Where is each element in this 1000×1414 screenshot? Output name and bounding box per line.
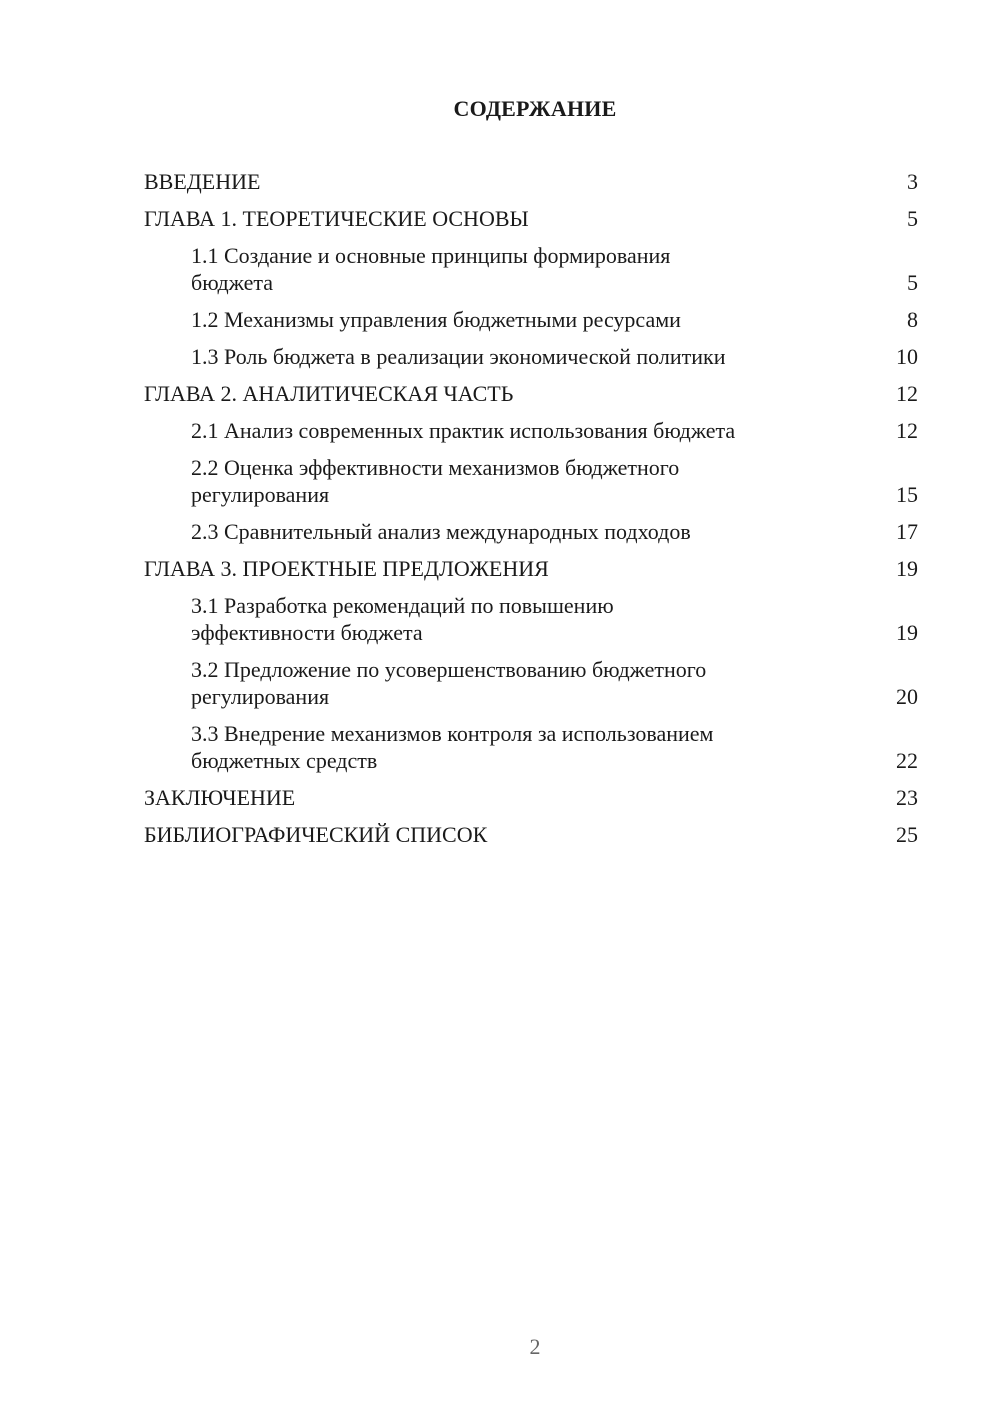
toc-entry-page: 12 xyxy=(896,418,918,443)
toc-entry-page: 19 xyxy=(896,556,918,581)
toc-entry-text: ГЛАВА 1. ТЕОРЕТИЧЕСКИЕ ОСНОВЫ xyxy=(144,206,529,231)
toc-entry-section-2-1[interactable] xyxy=(144,417,918,444)
toc-entry-section-2-3[interactable] xyxy=(144,518,918,545)
toc-entry-page: 5 xyxy=(907,206,918,231)
toc-entry-page: 19 xyxy=(896,620,918,645)
toc-entry-bibliography[interactable] xyxy=(144,821,918,848)
toc-entry-page: 22 xyxy=(896,748,918,773)
toc-entry-text: 1.1 Создание и основные принципы формирования бюджета xyxy=(191,243,671,295)
toc-entry-section-3-3[interactable] xyxy=(144,720,918,774)
toc-entry-page: 3 xyxy=(907,169,918,194)
toc-entry-section-3-1[interactable] xyxy=(144,592,918,646)
toc-entry-chapter-3[interactable] xyxy=(144,555,918,582)
toc-entry-page: 23 xyxy=(896,785,918,810)
toc-entry-page: 5 xyxy=(907,270,918,295)
toc-entry-text: 2.1 Анализ современных практик использования бюджета xyxy=(191,418,736,443)
toc-entry-text: 2.3 Сравнительный анализ международных подходов xyxy=(191,519,691,544)
toc-entry-text: ЗАКЛЮЧЕНИЕ xyxy=(144,785,296,810)
toc-entry-text: 1.3 Роль бюджета в реализации экономической политики xyxy=(191,344,726,369)
toc-entry-text: ГЛАВА 3. ПРОЕКТНЫЕ ПРЕДЛОЖЕНИЯ xyxy=(144,556,549,581)
toc-entry-section-1-1[interactable] xyxy=(144,242,918,296)
toc-entry-page: 17 xyxy=(896,519,918,544)
toc-entry-page: 15 xyxy=(896,482,918,507)
toc-entry-section-1-3[interactable] xyxy=(144,343,918,370)
toc-entry-text: 1.2 Механизмы управления бюджетными ресурсами xyxy=(191,307,681,332)
toc-entry-chapter-2[interactable] xyxy=(144,380,918,407)
toc-entry-chapter-1[interactable] xyxy=(144,205,918,232)
toc-entry-section-1-2[interactable] xyxy=(144,306,918,333)
toc-entry-text: 3.3 Внедрение механизмов контроля за использованием бюджетных средств xyxy=(191,721,714,773)
toc-entry-text: 3.1 Разработка рекомендаций по повышению эффективности бюджета xyxy=(191,593,614,645)
toc-entry-text: ВВЕДЕНИЕ xyxy=(144,169,261,194)
page-number: 2 xyxy=(529,1334,541,1359)
toc-entry-introduction[interactable] xyxy=(144,168,918,195)
toc-entry-conclusion[interactable] xyxy=(144,784,918,811)
table-of-contents xyxy=(144,168,918,858)
toc-entry-text: БИБЛИОГРАФИЧЕСКИЙ СПИСОК xyxy=(144,822,488,847)
toc-entry-section-3-2[interactable] xyxy=(144,656,918,710)
toc-entry-page: 8 xyxy=(907,307,918,332)
toc-entry-text: ГЛАВА 2. АНАЛИТИЧЕСКАЯ ЧАСТЬ xyxy=(144,381,514,406)
toc-entry-page: 20 xyxy=(896,684,918,709)
page-title: СОДЕРЖАНИЕ xyxy=(453,96,617,121)
toc-entry-page: 25 xyxy=(896,822,918,847)
toc-entry-page: 12 xyxy=(896,381,918,406)
toc-entry-text: 2.2 Оценка эффективности механизмов бюджетного регулирования xyxy=(191,455,680,507)
toc-entry-section-2-2[interactable] xyxy=(144,454,918,508)
toc-entry-text: 3.2 Предложение по усовершенствованию бюджетного регулирования xyxy=(191,657,707,709)
toc-entry-page: 10 xyxy=(896,344,918,369)
